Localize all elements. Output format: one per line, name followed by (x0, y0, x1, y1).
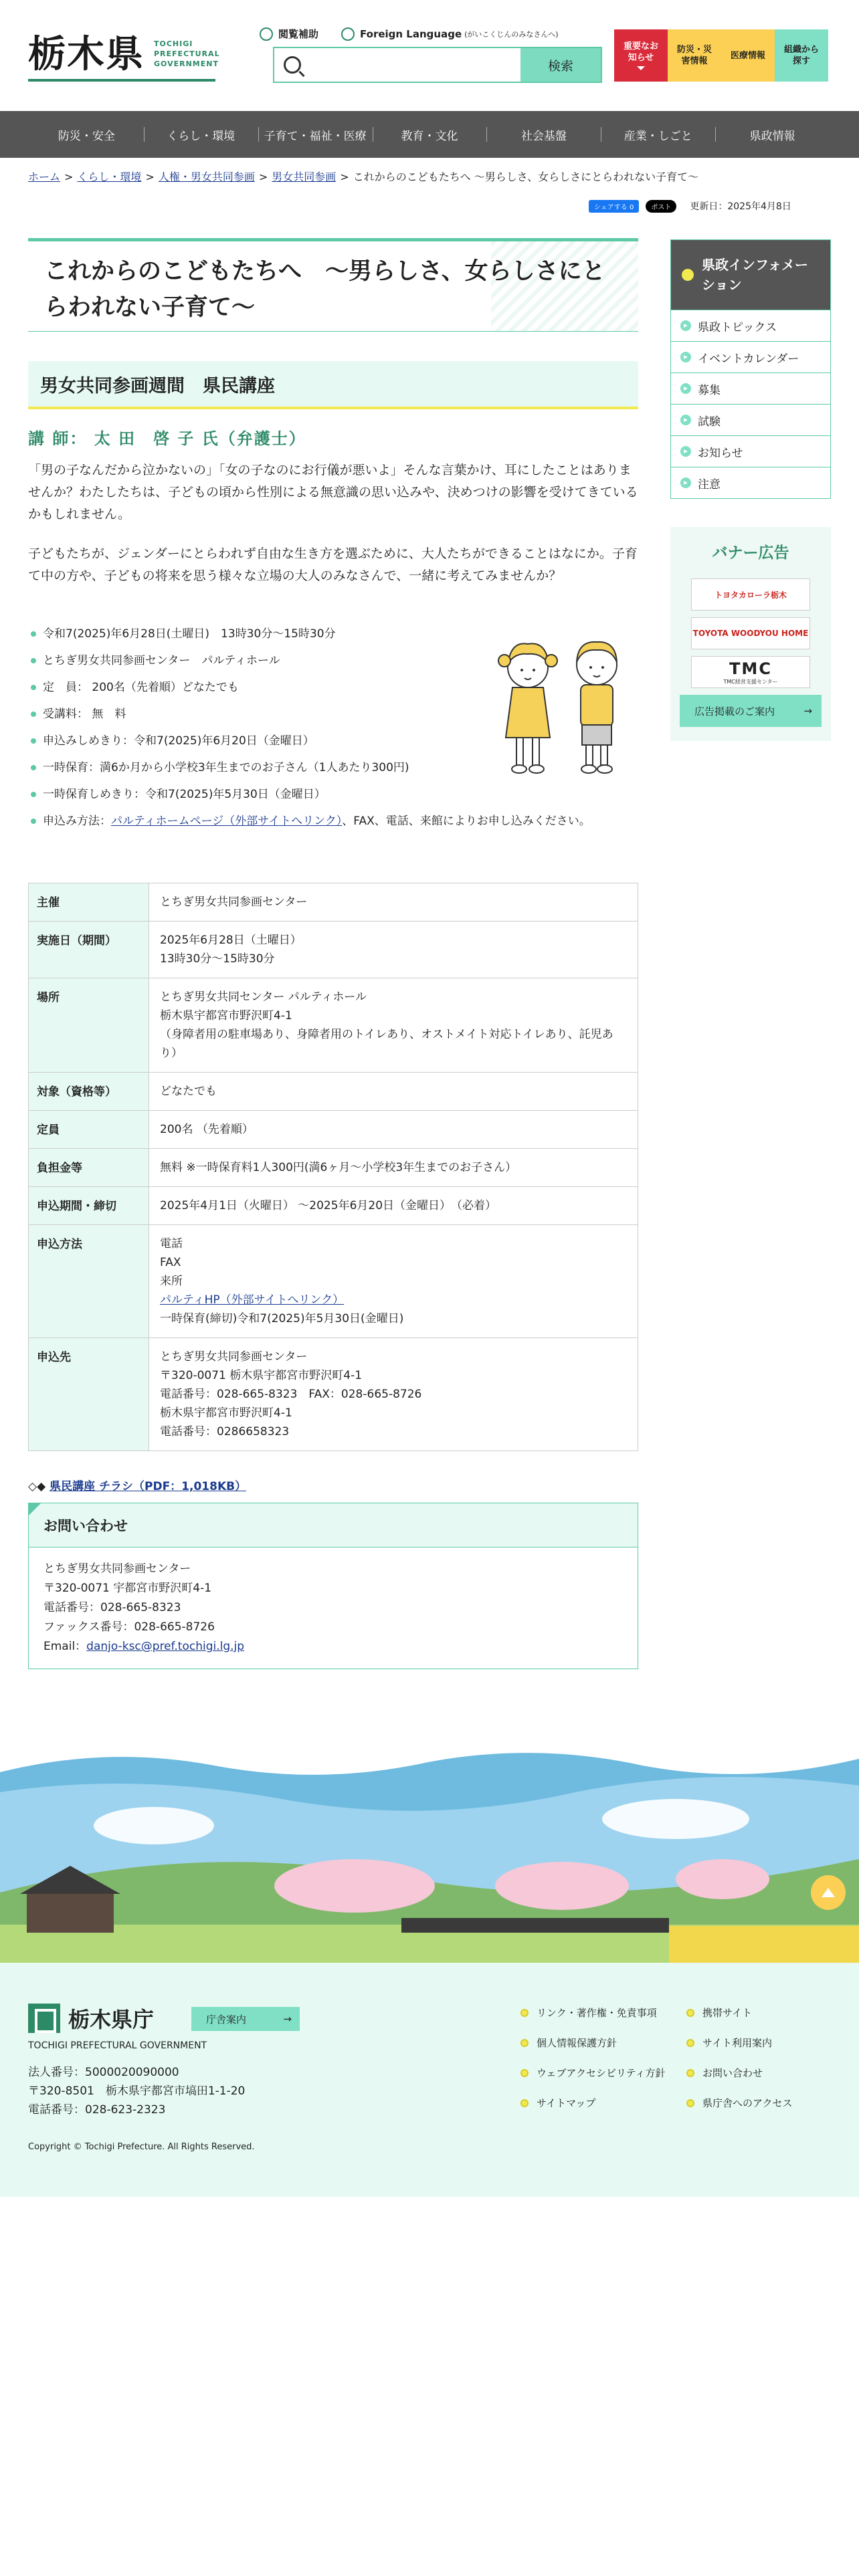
nav-item-education[interactable]: 教育・文化 (373, 111, 487, 158)
table-row (29, 1111, 638, 1149)
dot-icon (686, 2039, 694, 2047)
table-row (29, 922, 638, 978)
nav-item-industry[interactable]: 産業・しごと (601, 111, 715, 158)
footer-link-label: 携帯サイト (702, 2007, 752, 2019)
nav-item-childcare[interactable]: 子育て・福祉・医療 (258, 111, 373, 158)
breadcrumb-separator: > (340, 171, 349, 183)
org-search-button[interactable] (775, 29, 828, 82)
site-footer (0, 1963, 859, 2197)
globe-icon (341, 27, 355, 41)
important-notice-label: 重要なお知らせ (623, 41, 658, 63)
arrow-up-icon (822, 1888, 835, 1897)
banner-ads (670, 527, 831, 741)
nav-item-disaster[interactable]: 防災・安全 (58, 129, 115, 143)
list-item: とちぎ男女共同参画センター パルティホール (28, 647, 638, 674)
cell-line: （身障者用の駐車場あり、身障者用のトイレあり、オストメイト対応トイレあり、託児あり） (160, 1028, 613, 1060)
flyer-pdf-link[interactable]: 県民講座 チラシ（PDF：1,018KB） (50, 1480, 247, 1493)
arrow-right-icon (680, 477, 691, 488)
dot-icon (520, 2009, 529, 2017)
medical-info-label: 医療情報 (730, 50, 765, 61)
important-notice-button[interactable] (614, 29, 668, 82)
search-box (273, 47, 602, 83)
footer-link-usage[interactable] (686, 2036, 820, 2050)
inquiry-body (29, 1547, 638, 1669)
ad-guide-label: 広告掲載のご案内 (694, 705, 775, 718)
list-item: 一時保育：満6か月から小学校3年生までのお子さん（1人あたり300円) (28, 754, 638, 781)
site-logo[interactable] (28, 31, 229, 91)
sidebar-title-text: 県政インフォメーション (702, 257, 808, 293)
table-cell (149, 1225, 638, 1338)
building-guide-button[interactable] (191, 2007, 300, 2031)
footer-link-privacy[interactable] (520, 2036, 686, 2050)
logo-en-line: PREFECTURAL (154, 49, 220, 58)
table-cell (149, 978, 638, 1073)
arrow-right-icon (680, 415, 691, 425)
table-row (29, 1225, 638, 1338)
cell-line: 2025年6月28日（土曜日） (160, 934, 302, 947)
dot-icon (520, 2039, 529, 2047)
chevron-down-icon (637, 66, 645, 70)
arrow-right-icon (680, 320, 691, 331)
footer-link-label: サイトマップ (537, 2097, 596, 2109)
org-search-label: 組織から探す (783, 45, 819, 66)
footer-link-accessibility[interactable] (520, 2066, 686, 2080)
cell-line: とちぎ男女共同参画センター (160, 1350, 308, 1364)
sidebar-title (671, 240, 830, 310)
apply-suffix: 、FAX、電話、来館によりお申し込みください。 (342, 815, 591, 828)
page-title: これからのこどもたちへ 〜男らしさ、女らしさにとらわれない子育て〜 (44, 258, 605, 321)
footer-link-label: サイト利用案内 (702, 2037, 772, 2049)
table-header: 負担金等 (29, 1149, 149, 1187)
cell-line: 来所 (160, 1275, 183, 1288)
disaster-info-button[interactable] (668, 29, 721, 82)
sidebar-item-label: 試験 (698, 415, 721, 429)
foreign-language-sub: (がいこくじんのみなさんへ) (464, 29, 559, 39)
inquiry-line: 電話番号：028-665-8323 (43, 1601, 181, 1614)
updated-date: 更新日：2025年4月8日 (690, 201, 791, 212)
list-item: 申込みしめきり：令和7(2025)年6月20日（金曜日） (28, 728, 638, 754)
banner-tmc[interactable] (691, 656, 810, 688)
global-nav (0, 111, 859, 158)
medical-info-button[interactable] (721, 29, 775, 82)
logo-en (154, 39, 220, 69)
section-heading: 男女共同参画週間 県民講座 (40, 375, 275, 397)
quick-links (614, 29, 828, 82)
arrow-right-icon: → (283, 2013, 292, 2025)
dot-icon (686, 2099, 694, 2107)
table-header: 実施日（期間） (29, 922, 149, 978)
footer-links (520, 2006, 828, 2110)
list-item: 定 員： 200名（先着順）どなたでも (28, 674, 638, 701)
breadcrumb-separator: > (145, 171, 155, 183)
table-header: 申込先 (29, 1338, 149, 1451)
search-button[interactable]: 検索 (520, 48, 601, 82)
logo-underline (28, 79, 215, 82)
children-illustration (484, 621, 638, 788)
banner-label: TOYOTA WOODYOU HOME (692, 629, 809, 638)
footer-link-contact[interactable] (686, 2066, 820, 2080)
cell-line: 電話番号：028-665-8323 FAX：028-665-8726 (160, 1388, 422, 1401)
footer-link-label: リンク・著作権・免責事項 (537, 2007, 657, 2019)
dot-icon (686, 2009, 694, 2017)
email-link[interactable]: danjo-ksc@pref.tochigi.lg.jp (86, 1640, 245, 1653)
cell-line: とちぎ男女共同センター パルティホール (160, 990, 367, 1004)
cell-line: 栃木県宇都宮市野沢町4-1 (160, 1009, 292, 1023)
banner-tmc-logo (723, 659, 777, 685)
intro-paragraph: 「男の子なんだから泣かないの」「女の子なのにお行儀が悪いよ」そんな言葉かけ、耳にしたことはありませんか？わたしたちは、子どもの頃から性別による無意識の思い込みや、決めつけの影響を受けてきているかもしれません。 (28, 463, 638, 522)
cell-line: 電話番号：0286658323 (160, 1425, 290, 1438)
inquiry-line (43, 1637, 623, 1656)
scenery-illustration (0, 1745, 859, 1963)
cell-line: 〒320-0071 栃木県宇都宮市野沢町4-1 (160, 1369, 363, 1382)
footer-link-access[interactable] (686, 2096, 820, 2110)
logo-text: 栃木県 (28, 32, 145, 76)
table-row (29, 1073, 638, 1111)
table-cell: 無料 ※一時保育料1人300円(満6ヶ月〜小学校3年生までのお子さん） (149, 1149, 638, 1187)
eye-icon (260, 27, 273, 41)
arrow-right-icon (680, 446, 691, 457)
sidebar-item-label: お知らせ (698, 446, 743, 460)
table-header: 定員 (29, 1111, 149, 1149)
table-header: 申込方法 (29, 1225, 149, 1338)
dot-icon (682, 269, 694, 281)
cell-line: 一時保育(締切)令和7(2025)年5月30日(金曜日) (160, 1312, 404, 1325)
banner-toyota-corolla[interactable] (691, 578, 810, 611)
foreign-language-label: Foreign Language (360, 27, 462, 40)
nav-item-government[interactable]: 県政情報 (715, 111, 830, 158)
main-content (28, 238, 638, 1669)
table-row (29, 1149, 638, 1187)
sidebar-item-label: 注意 (698, 477, 721, 492)
list-item: 一時保育しめきり：令和7(2025)年5月30日（金曜日） (28, 781, 638, 808)
footer-info-line: 〒320-8501 栃木県宇都宮市塙田1-1-20 (28, 2084, 246, 2098)
arrow-right-icon: → (803, 705, 812, 717)
table-row (29, 1338, 638, 1451)
search-input[interactable] (274, 48, 520, 82)
footer-link-label: 県庁舎へのアクセス (702, 2097, 793, 2109)
email-label: Email： (43, 1640, 87, 1653)
flyer-row (28, 1477, 638, 1493)
table-cell (149, 1338, 638, 1451)
banner-sub: TMC経営支援センター (723, 678, 778, 685)
footer-link-label: ウェブアクセシビリティ方針 (537, 2067, 666, 2079)
inquiry-line: 〒320-0071 宇都宮市野沢町4-1 (43, 1582, 212, 1595)
cell-line: 電話 (160, 1237, 183, 1251)
list-item: 令和7(2025)年6月28日(土曜日) 13時30分〜15時30分 (28, 621, 638, 647)
breadcrumb-home[interactable]: ホーム (28, 171, 61, 183)
footer-link-copyright[interactable] (520, 2006, 686, 2020)
nav-item-living[interactable]: くらし・環境 (144, 111, 258, 158)
palty-hp-link[interactable]: パルティHP（外部サイトへリンク） (160, 1293, 345, 1307)
view-assist-label: 閲覧補助 (278, 28, 319, 40)
cell-line: FAX (160, 1256, 181, 1269)
x-post-button[interactable]: ポスト (646, 200, 676, 213)
prefecture-mark-icon (28, 2004, 60, 2033)
sidebar-item-recruit[interactable] (671, 372, 830, 404)
cell-line (160, 1291, 627, 1309)
logo-en-line: TOCHIGI (154, 39, 193, 48)
footer-info (28, 2063, 245, 2119)
table-row (29, 978, 638, 1073)
dot-icon (520, 2069, 529, 2077)
foreign-language-link[interactable] (341, 27, 558, 41)
building-guide-label: 庁舎案内 (206, 2013, 247, 2026)
footer-link-label: 個人情報保護方針 (537, 2037, 617, 2049)
table-header: 主催 (29, 883, 149, 922)
breadcrumb-living[interactable]: くらし・環境 (77, 171, 142, 183)
footer-link-mobile[interactable] (686, 2006, 820, 2020)
banner-toyota-woodyou[interactable] (691, 617, 810, 649)
dot-icon (686, 2069, 694, 2077)
inquiry-title: お問い合わせ (29, 1503, 638, 1547)
event-details (28, 621, 638, 828)
view-assist-link[interactable] (260, 27, 318, 41)
sidebar-item-topics[interactable] (671, 310, 830, 341)
banner-title: バナー広告 (712, 544, 789, 562)
table-header: 対象（資格等） (29, 1073, 149, 1111)
cell-line: 栃木県宇都宮市野沢町4-1 (160, 1406, 292, 1420)
table-cell: とちぎ男女共同参画センター (149, 883, 638, 922)
section-heading-box (28, 361, 638, 409)
table-header: 申込期間・締切 (29, 1187, 149, 1225)
table-header: 場所 (29, 978, 149, 1073)
inquiry-line: とちぎ男女共同参画センター (43, 1562, 191, 1576)
footer-en-name: TOCHIGI PREFECTURAL GOVERNMENT (28, 2040, 207, 2051)
lecturer: 講 師： 太 田 啓 子 氏（弁護士） (28, 429, 306, 448)
table-row (29, 1187, 638, 1225)
sidebar-item-news[interactable] (671, 435, 830, 467)
table-row (29, 883, 638, 922)
inquiry-line: ファックス番号：028-665-8726 (43, 1620, 215, 1634)
banner-label: トヨタカローラ栃木 (714, 590, 787, 600)
breadcrumb (28, 169, 698, 184)
apply-prefix: 申込み方法： (43, 815, 111, 828)
sidebar-item-label: イベントカレンダー (698, 352, 799, 366)
copyright: Copyright © Tochigi Prefecture. All Rights Reserved. (28, 2142, 255, 2152)
page-title-box (28, 238, 638, 332)
arrow-right-icon (680, 383, 691, 394)
sidebar-item-label: 募集 (698, 383, 721, 397)
scroll-top-button[interactable] (811, 1875, 846, 1910)
flyer-prefix: ◇◆ (28, 1480, 50, 1493)
disaster-info-label: 防災・災害情報 (676, 45, 712, 66)
nav-item-infrastructure[interactable]: 社会基盤 (486, 111, 601, 158)
assist-bar (260, 27, 581, 41)
sidebar-item-exam[interactable] (671, 404, 830, 435)
site-header (0, 0, 859, 111)
share-row (589, 199, 791, 213)
sidebar-menu (670, 239, 831, 499)
search-icon (284, 56, 301, 74)
footer-logo (28, 2003, 154, 2034)
list-item: 受講料： 無 料 (28, 701, 638, 728)
footer-link-label: お問い合わせ (702, 2067, 763, 2079)
breadcrumb-separator: > (258, 171, 268, 183)
cell-line: 13時30分〜15時30分 (160, 952, 275, 966)
breadcrumb-current: これからのこどもたちへ 〜男らしさ、女らしさにとらわれない子育て〜 (353, 171, 699, 183)
ad-guide-button[interactable] (680, 695, 822, 727)
breadcrumb-separator: > (64, 171, 74, 183)
facebook-share-button[interactable]: シェアする 0 (589, 200, 639, 213)
list-item (28, 808, 638, 835)
sidebar-item-caution[interactable] (671, 467, 830, 498)
event-info-table (28, 883, 638, 1451)
sidebar-item-label: 県政トピックス (698, 320, 777, 334)
palty-homepage-link[interactable]: パルティホームページ（外部サイトへリンク） (111, 815, 343, 828)
table-cell: 2025年4月1日（火曜日） 〜2025年6月20日（金曜日） （必着） (149, 1187, 638, 1225)
inquiry-box (28, 1503, 638, 1669)
logo-en-line: GOVERNMENT (154, 60, 219, 68)
intro-paragraph: 子どもたちが、ジェンダーにとらわれず自由な生き方を選ぶために、大人たちができることはなにか。子育て中の方や、子どもの将来を思う様々な立場の大人のみなさんで、一緒に考えてみませんか？ (28, 546, 638, 583)
breadcrumb-gender-equality[interactable]: 男女共同参画 (272, 171, 337, 183)
breadcrumb-human-rights[interactable]: 人権・男女共同参画 (158, 171, 255, 183)
table-cell: 200名 （先着順） (149, 1111, 638, 1149)
banner-label: TMC (729, 659, 772, 678)
footer-info-line: 電話番号：028-623-2323 (28, 2103, 166, 2117)
table-cell (149, 922, 638, 978)
footer-info-line: 法人番号：5000020090000 (28, 2066, 179, 2079)
sidebar-item-events[interactable] (671, 341, 830, 372)
dot-icon (520, 2099, 529, 2107)
arrow-right-icon (680, 352, 691, 362)
footer-link-sitemap[interactable] (520, 2096, 686, 2110)
footer-name: 栃木県庁 (68, 2007, 155, 2032)
table-cell: どなたでも (149, 1073, 638, 1111)
